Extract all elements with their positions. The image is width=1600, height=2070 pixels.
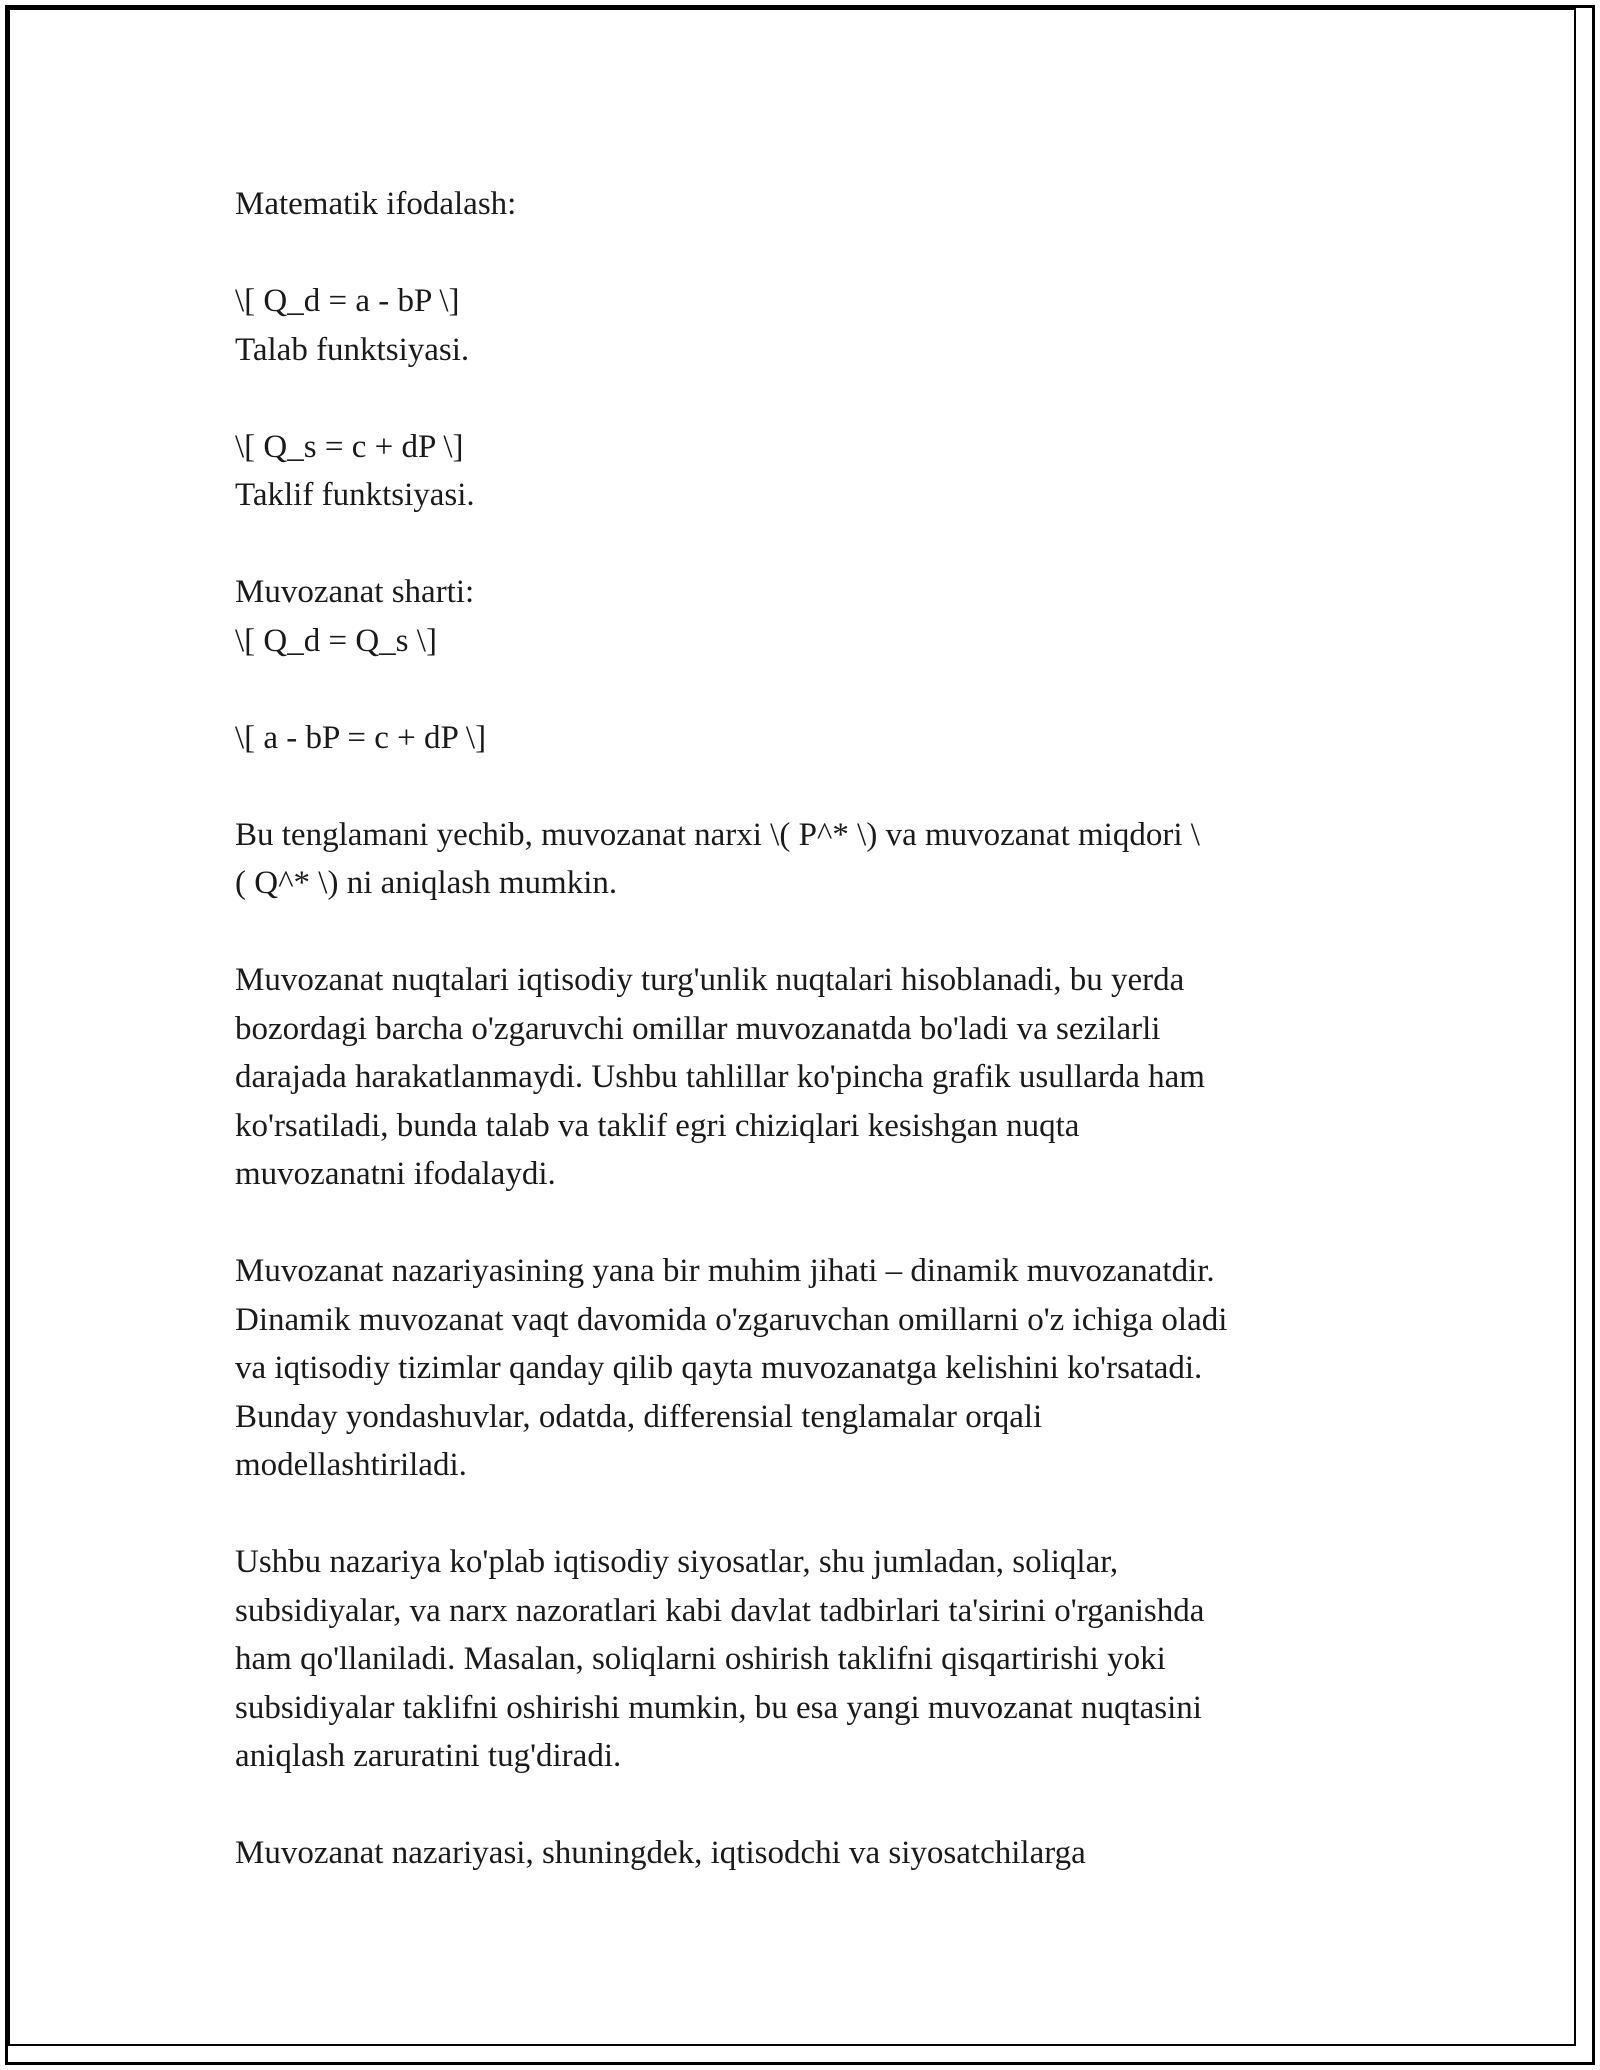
demand-equation-label: Talab funktsiyasi. [235, 331, 470, 368]
paragraph-line: Muvozanat nazariyasi, shuningdek, iqtisodchi va siyosatchilarga [235, 1835, 1086, 1871]
paragraph-line: subsidiyalar, va narx nazoratlari kabi davlat tadbirlari ta'sirini o'rganishda [235, 1592, 1205, 1629]
paragraph-line: Ushbu nazariya ko'plab iqtisodiy siyosatlar, shu jumladan, soliqlar, [235, 1544, 1119, 1580]
paragraph-line: subsidiyalar taklifni oshirishi mumkin, bu esa yangi muvozanat nuqtasini [235, 1689, 1202, 1726]
paragraph-line: ( Q^* \) ni aniqlash mumkin. [235, 865, 618, 901]
paragraph-line: ham qo'llaniladi. Masalan, soliqlarni oshirish taklifni qisqartirishi yoki [235, 1641, 1166, 1677]
paragraph-line: Muvozanat nuqtalari iqtisodiy turg'unlik nuqtalari hisoblanadi, bu yerda [235, 962, 1185, 998]
spacer [235, 520, 1355, 569]
supply-equation-label: Taklif funktsiyasi. [235, 477, 475, 513]
supply-equation: \[ Q_s = c + dP \] [235, 428, 464, 465]
spacer [235, 762, 1355, 811]
combined-equation: \[ a - bP = c + dP \] [235, 719, 487, 756]
spacer [235, 1199, 1355, 1248]
paragraph-line: darajada harakatlanmaydi. Ushbu tahlillar ko'pincha grafik usullarda ham [235, 1059, 1205, 1095]
paragraph-line: modellashtiriladi. [235, 1447, 467, 1483]
spacer [235, 229, 1355, 278]
paragraph-line: muvozanatni ifodalaydi. [235, 1156, 556, 1192]
spacer [235, 374, 1355, 423]
math-heading: Matematik ifodalash: [235, 186, 517, 222]
paragraph-line: Bu tenglamani yechib, muvozanat narxi \( P^* \) va muvozanat miqdori \ [235, 816, 1200, 853]
paragraph-line: Muvozanat nazariyasining yana bir muhim jihati – dinamik muvozanatdir. [235, 1253, 1215, 1289]
spacer [235, 908, 1355, 957]
paragraph-line: ko'rsatiladi, bunda talab va taklif egri chiziqlari kesishgan nuqta [235, 1107, 1080, 1144]
paragraph-line: Dinamik muvozanat vaqt davomida o'zgaruvchan omillarni o'z ichiga oladi [235, 1301, 1228, 1338]
paragraph-line: aniqlash zaruratini tug'diradi. [235, 1738, 622, 1774]
spacer [235, 665, 1355, 714]
paragraph-line: va iqtisodiy tizimlar qanday qilib qayta muvozanatga kelishini ko'rsatadi. [235, 1350, 1203, 1386]
paragraph-line: Bunday yondashuvlar, odatda, differensial tenglamalar orqali [235, 1398, 1043, 1435]
equilibrium-condition-label: Muvozanat sharti: [235, 574, 475, 610]
paragraph-dynamic-equilibrium [235, 1247, 1355, 1490]
spacer [235, 1490, 1355, 1539]
paragraph-policy [235, 1538, 1355, 1781]
paragraph-closing [235, 1829, 1355, 1878]
demand-equation: \[ Q_d = a - bP \] [235, 283, 460, 319]
paragraph-equilibrium-points [235, 956, 1355, 1199]
equilibrium-equation: \[ Q_d = Q_s \] [235, 622, 437, 659]
paragraph-solution [235, 811, 1355, 908]
document-body [235, 180, 1355, 1878]
spacer [235, 1781, 1355, 1830]
paragraph-line: bozordagi barcha o'zgaruvchi omillar muvozanatda bo'ladi va sezilarli [235, 1010, 1161, 1047]
